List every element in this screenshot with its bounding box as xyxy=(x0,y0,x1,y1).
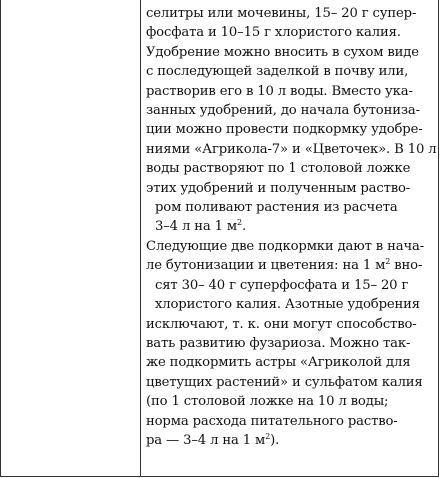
text-line: с последующей заделкой в почву или, xyxy=(146,64,409,80)
text-line: растворив его в 10 л воды. Вместо ука- xyxy=(146,83,413,99)
text-line xyxy=(146,217,436,236)
text-line: Удобрение можно вносить в сухом виде xyxy=(146,44,419,60)
text-line: (по 1 столовой ложке на 10 л воды; xyxy=(146,394,389,410)
text-line: норма расхода питательного раство- xyxy=(146,413,398,429)
text-line: Следующие две подкормки дают в нача- xyxy=(146,238,425,254)
text-run: ле бутонизации и цветения: на 1 м xyxy=(146,258,386,274)
text-line: хлористого калия. Азотные удобрения xyxy=(155,297,420,313)
text-run: 3–4 л на 1 м xyxy=(155,219,238,235)
text-cell xyxy=(146,4,436,450)
text-line xyxy=(146,431,436,450)
text-line: вать развитию фузариоза. Можно так- xyxy=(146,335,411,351)
text-line: воды растворяют по 1 столовой ложке xyxy=(146,161,411,177)
text-line: ниями «Агрикола-7» и «Цветочек». В 10 л xyxy=(146,141,437,157)
text-line: цветущих растений» и сульфатом калия xyxy=(146,374,423,390)
text-line: ции можно провести подкормку удобре- xyxy=(146,122,423,138)
text-run: ). xyxy=(270,432,280,448)
text-line: фосфата и 10–15 г хлористого калия. xyxy=(146,25,401,41)
text-line: этих удобрений и полученным раство- xyxy=(146,180,411,196)
text-line: же подкормить астры «Агриколой для xyxy=(146,355,411,371)
text-line: ром поливают растения из расчета xyxy=(155,200,398,216)
text-line xyxy=(146,256,436,275)
text-run: вно- xyxy=(390,258,423,274)
superscript: 2 xyxy=(237,218,242,228)
superscript: 2 xyxy=(385,257,391,267)
text-line: занных удобрений, до начала бутониза- xyxy=(146,103,420,119)
column-divider xyxy=(140,0,141,476)
text-line: селитры или мочевины, 15– 20 г супер- xyxy=(146,6,417,21)
superscript: 2 xyxy=(265,431,271,441)
text-line: сят 30– 40 г суперфосфата и 15– 20 г xyxy=(155,277,409,293)
text-line: исключают, т. к. они могут способство- xyxy=(146,316,417,332)
text-run: ра — 3–4 л на 1 м xyxy=(146,432,266,448)
text-run: . xyxy=(241,219,247,235)
